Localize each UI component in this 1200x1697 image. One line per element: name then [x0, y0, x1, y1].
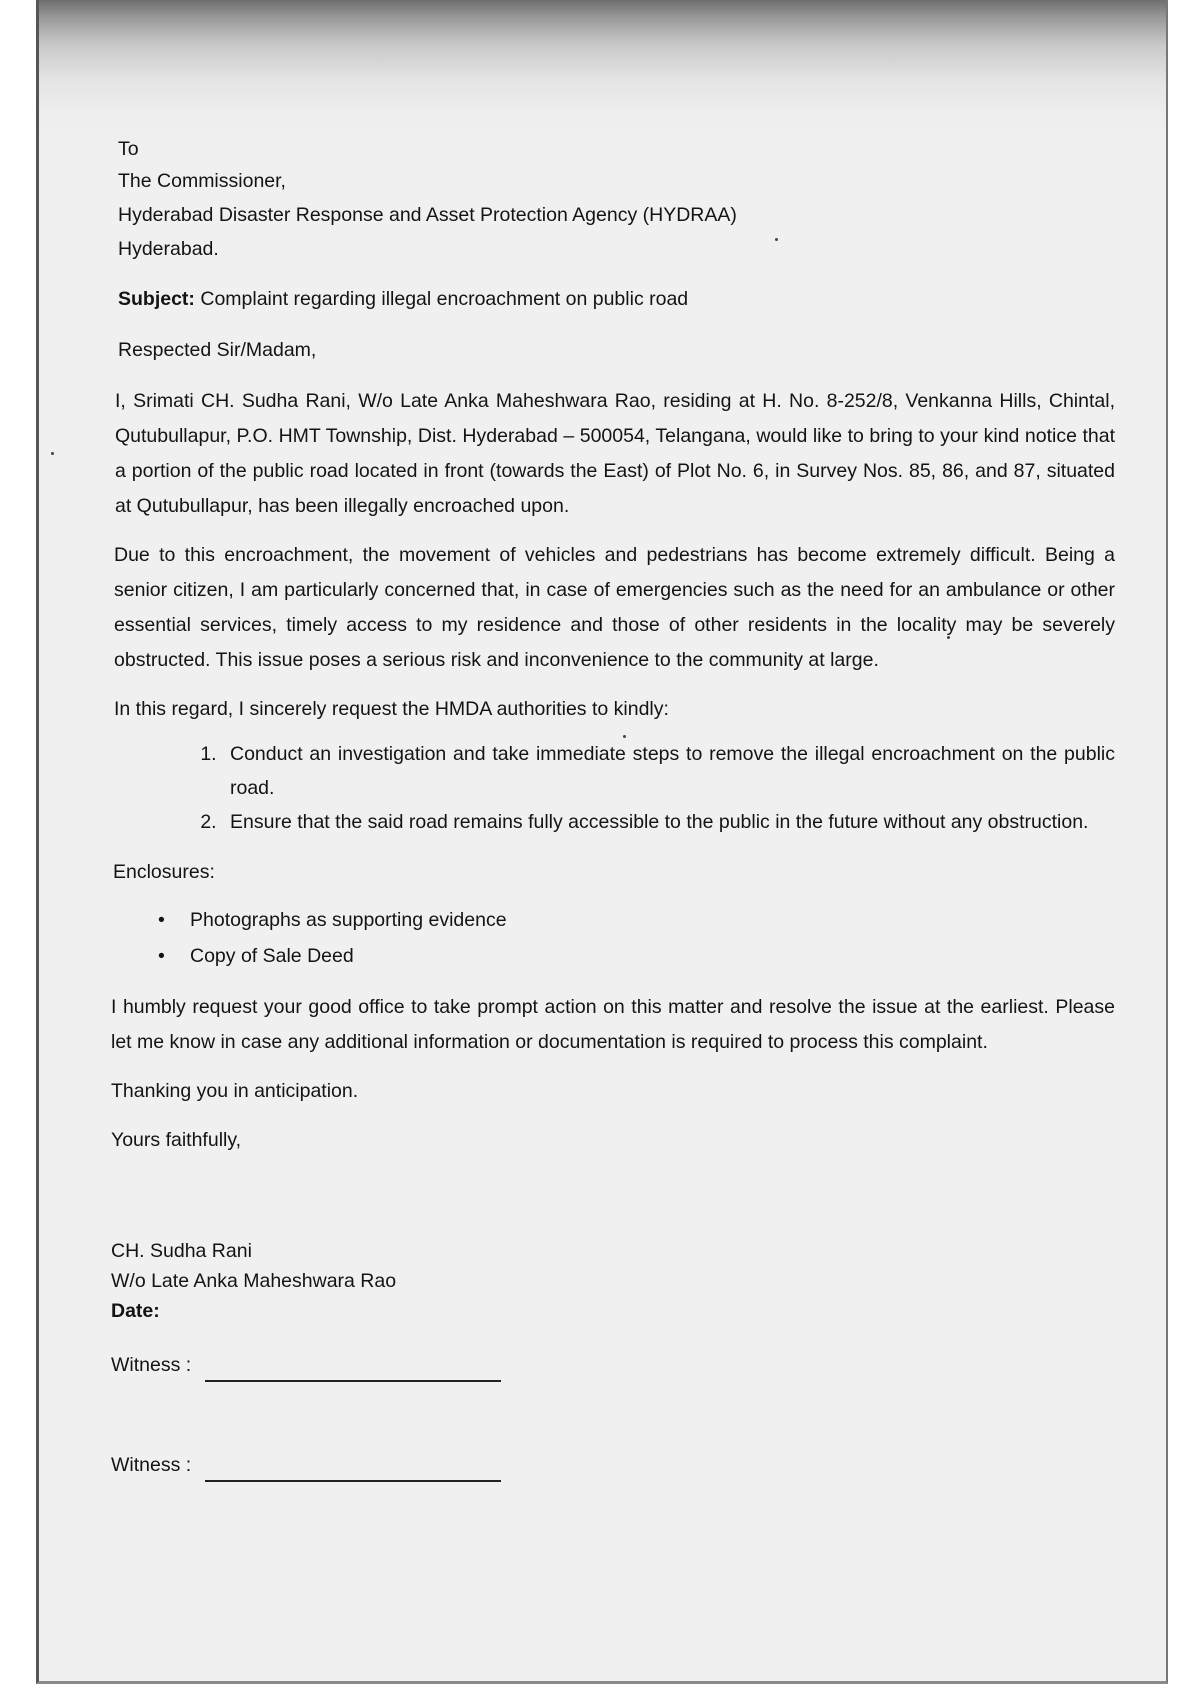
enclosure-text: Photographs as supporting evidence — [190, 909, 507, 931]
paragraph-closing: I humbly request your good office to take prompt action on this matter and resolve the issue at the earliest. Please let me know in case any additional information or documentation is required to process this complaint. — [111, 996, 1115, 1053]
subject-label: Subject: — [118, 288, 195, 310]
enclosures-label: Enclosures: — [113, 861, 215, 883]
paragraph-complaint: I, Srimati CH. Sudha Rani, W/o Late Anka Maheshwara Rao, residing at H. No. 8-252/8, Venkanna Hills, Chintal, Qutubullapur, P.O. HMT Township, Dist. Hyderabad – 500054, Telangana, would like to bring to your kind notice that a portion of the public road located in front (towards the East) of Plot No. 6, in Survey Nos. 85, 86, and 87, situated at Qutubullapur, has been illegally encroached upon. — [115, 390, 1115, 517]
enclosure-list — [118, 902, 1115, 974]
bullet-icon: • — [158, 945, 165, 967]
request-list — [118, 737, 1115, 839]
enclosure-text: Copy of Sale Deed — [190, 945, 354, 967]
to-label: To — [118, 138, 139, 160]
sign-off: Yours faithfully, — [111, 1129, 242, 1151]
witness-signature-line — [205, 1356, 501, 1382]
signatory-name: CH. Sudha Rani — [111, 1240, 252, 1262]
salutation: Respected Sir/Madam, — [118, 339, 317, 361]
recipient-agency: Hyderabad Disaster Response and Asset Protection Agency (HYDRAA) — [118, 204, 737, 226]
subject-text: Complaint regarding illegal encroachment on public road — [194, 288, 689, 310]
bullet-icon: • — [158, 909, 165, 931]
request-item: 1. Conduct an investigation and take immediate steps to remove the illegal encroachment on the public road. — [222, 737, 1115, 805]
witness-signature-line — [205, 1456, 501, 1482]
scan-speck — [51, 452, 54, 455]
subject-line — [118, 282, 1115, 317]
witness-label: Witness : — [111, 1354, 192, 1376]
witness-label: Witness : — [111, 1454, 192, 1476]
recipient-city: Hyderabad. — [118, 238, 219, 260]
thanks-line: Thanking you in anticipation. — [111, 1080, 359, 1102]
recipient-address — [118, 164, 1115, 266]
paragraph-request-intro: In this regard, I sincerely request the HMDA authorities to kindly: — [114, 698, 669, 720]
witness-row-2 — [111, 1448, 1115, 1482]
signature-block — [111, 1236, 1115, 1326]
recipient-title: The Commissioner, — [118, 170, 286, 192]
witness-row-1 — [111, 1348, 1115, 1382]
enclosure-item — [158, 938, 1115, 974]
request-item: 2. Ensure that the said road remains fully accessible to the public in the future without any obstruction. — [222, 805, 1115, 839]
date-label: Date: — [111, 1300, 160, 1322]
enclosure-item — [158, 902, 1115, 938]
signatory-relation: W/o Late Anka Maheshwara Rao — [111, 1270, 397, 1292]
paragraph-concern: Due to this encroachment, the movement of vehicles and pedestrians has become extremely difficult. Being a senior citizen, I am particularly concerned that, in case of emergencies such as the need for an ambulance or other essential services, timely access to my residence and those of other residents in the locality may be severely obstructed. This issue poses a serious risk and inconvenience to the community at large. — [114, 544, 1115, 671]
letter-body — [111, 132, 1115, 1482]
